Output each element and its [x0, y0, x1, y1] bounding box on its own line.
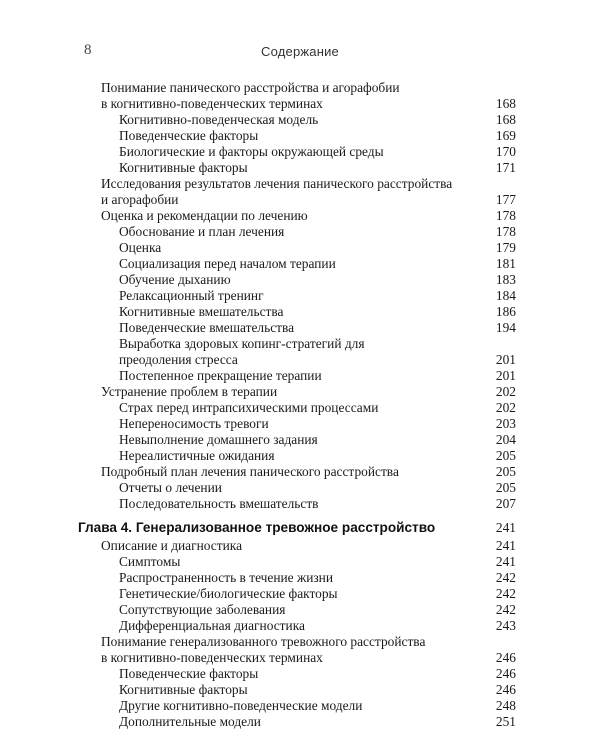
- toc-page-number: 179: [495, 240, 516, 255]
- toc-entry[interactable]: Устранение проблем в терапии: [101, 384, 278, 399]
- toc-entry[interactable]: Страх перед интрапсихическими процессами: [119, 400, 379, 415]
- toc-entry[interactable]: Выработка здоровых копинг-стратегий для: [119, 336, 365, 351]
- toc-entry[interactable]: преодоления стресса: [119, 352, 238, 367]
- toc-entry[interactable]: Дифференциальная диагностика: [119, 618, 305, 633]
- toc-page-number: 241: [495, 538, 516, 553]
- toc-entry[interactable]: Обоснование и план лечения: [119, 224, 285, 239]
- toc-entry[interactable]: в когнитивно-поведенческих терминах: [101, 96, 323, 111]
- toc-entry[interactable]: Поведенческие факторы: [119, 666, 259, 681]
- toc-page-number: 202: [495, 400, 516, 415]
- toc-entry[interactable]: Нереалистичные ожидания: [119, 448, 275, 463]
- toc-entry[interactable]: Оценка и рекомендации по лечению: [101, 208, 308, 223]
- toc-entry[interactable]: и агорафобии: [101, 192, 179, 207]
- page-title: Содержание: [261, 44, 339, 59]
- toc-page-number: 207: [495, 496, 516, 511]
- toc-page-number: 201: [495, 368, 516, 383]
- toc-page-number: 248: [495, 698, 516, 713]
- toc-entry[interactable]: Поведенческие факторы: [119, 128, 259, 143]
- toc-page-number: 205: [495, 480, 516, 495]
- toc-entry[interactable]: Дополнительные модели: [119, 714, 261, 729]
- toc-page-number: 168: [495, 96, 516, 111]
- toc-entry[interactable]: Когнитивные факторы: [119, 682, 248, 697]
- toc-entry[interactable]: Невыполнение домашнего задания: [119, 432, 318, 447]
- toc-entry[interactable]: Понимание панического расстройства и агорафобии: [101, 80, 400, 95]
- toc-entry[interactable]: Симптомы: [119, 554, 181, 569]
- toc-page-number: 246: [495, 666, 516, 681]
- toc-page-number: 184: [495, 288, 516, 303]
- toc-page-number: 194: [495, 320, 516, 335]
- toc-entry[interactable]: Релаксационный тренинг: [119, 288, 264, 303]
- toc-page-number: 181: [495, 256, 516, 271]
- toc-page-number: 205: [495, 448, 516, 463]
- toc-page-number: 171: [495, 160, 516, 175]
- toc-page-number: 242: [495, 602, 516, 617]
- toc-page-number: 204: [495, 432, 516, 447]
- toc-entry[interactable]: Непереносимость тревоги: [119, 416, 269, 431]
- toc-page-number: 203: [495, 416, 516, 431]
- toc-entry[interactable]: Описание и диагностика: [101, 538, 243, 553]
- toc-entry[interactable]: Генетические/биологические факторы: [119, 586, 338, 601]
- toc-page-number: 246: [495, 682, 516, 697]
- toc-page-number: 246: [495, 650, 516, 665]
- toc-page-number: 241: [495, 520, 516, 535]
- toc-entry[interactable]: Оценка: [119, 240, 162, 255]
- toc-page-number: 241: [495, 554, 516, 569]
- toc-entry[interactable]: Когнитивные факторы: [119, 160, 248, 175]
- toc-entry[interactable]: в когнитивно-поведенческих терминах: [101, 650, 323, 665]
- toc-entry[interactable]: Биологические и факторы окружающей среды: [119, 144, 384, 159]
- toc-page-number: 243: [495, 618, 516, 633]
- page-number: 8: [84, 42, 92, 58]
- toc-page-number: 183: [495, 272, 516, 287]
- toc-entry[interactable]: Исследования результатов лечения панического расстройства: [101, 176, 453, 191]
- toc-entry[interactable]: Постепенное прекращение терапии: [119, 368, 322, 383]
- chapter-heading[interactable]: Глава 4. Генерализованное тревожное расстройство: [78, 520, 436, 535]
- toc-entry[interactable]: Другие когнитивно-поведенческие модели: [119, 698, 363, 713]
- running-head: [0, 42, 600, 60]
- toc-page-number: 205: [495, 464, 516, 479]
- toc-entry[interactable]: Распространенность в течение жизни: [119, 570, 334, 585]
- toc-entry[interactable]: Обучение дыханию: [119, 272, 231, 287]
- toc-entry[interactable]: Понимание генерализованного тревожного расстройства: [101, 634, 426, 649]
- toc-entry[interactable]: Когнитивные вмешательства: [119, 304, 284, 319]
- toc-entry[interactable]: Социализация перед началом терапии: [119, 256, 336, 271]
- toc-page-number: 242: [495, 586, 516, 601]
- toc-entry[interactable]: Отчеты о лечении: [119, 480, 222, 495]
- toc-entry[interactable]: Подробный план лечения панического расстройства: [101, 464, 399, 479]
- toc-page-number: 177: [495, 192, 516, 207]
- toc-entry[interactable]: Сопутствующие заболевания: [119, 602, 286, 617]
- toc-page-number: 242: [495, 570, 516, 585]
- toc-page-number: 168: [495, 112, 516, 127]
- toc-page-number: 186: [495, 304, 516, 319]
- toc-page-number: 202: [495, 384, 516, 399]
- toc-page-number: 169: [495, 128, 516, 143]
- toc-page-number: 201: [495, 352, 516, 367]
- toc-page-number: 251: [495, 714, 516, 729]
- toc-page-number: 178: [495, 208, 516, 223]
- toc-entry[interactable]: Когнитивно-поведенческая модель: [119, 112, 319, 127]
- toc-page-number: 178: [495, 224, 516, 239]
- toc-page-number: 170: [495, 144, 516, 159]
- toc-entry[interactable]: Поведенческие вмешательства: [119, 320, 295, 335]
- toc-entry[interactable]: Последовательность вмешательств: [119, 496, 319, 511]
